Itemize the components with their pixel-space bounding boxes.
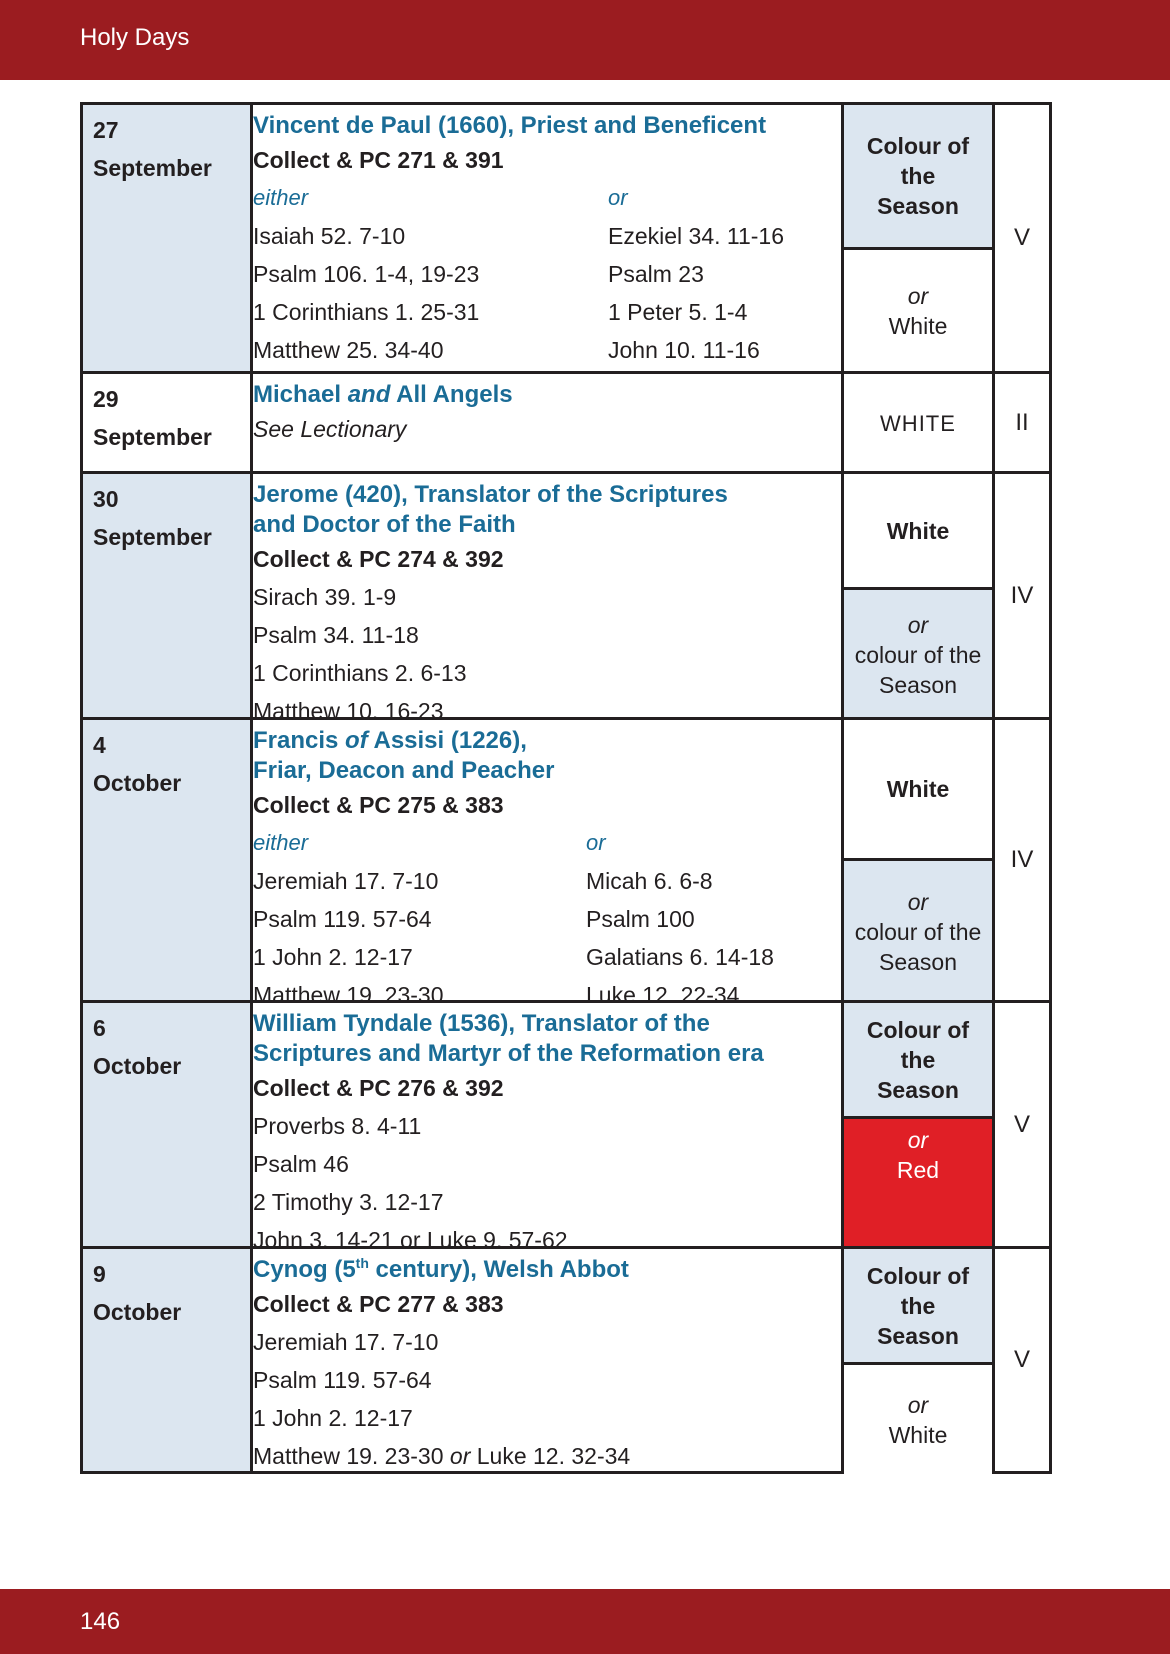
date-day: 6 [93, 1015, 106, 1041]
date-cell [83, 474, 253, 717]
entry-title: Cynog (5th century), Welsh Abbot [253, 1255, 629, 1283]
reading: Micah 6. 6-8 [586, 868, 713, 894]
reading: Proverbs 8. 4-11 [253, 1113, 422, 1139]
date-month: October [93, 1299, 182, 1325]
date-day: 30 [93, 486, 119, 512]
page-number: 146 [80, 1608, 121, 1635]
entry-details [243, 720, 841, 1008]
collect-line: Collect & PC 276 & 392 [253, 1075, 504, 1101]
table-row [83, 1000, 1049, 1253]
colour-alternative: or colour of the Season [844, 858, 992, 1003]
entry-title-cont: Scriptures and Martyr of the Reformation era [253, 1040, 764, 1067]
entry-details [243, 374, 841, 471]
reading: 1 Corinthians 2. 6-13 [253, 660, 467, 686]
liturgical-colour-cell [841, 474, 995, 717]
colour-primary: Colour of the Season [844, 105, 992, 247]
rank-cell: V [1013, 1346, 1030, 1373]
entry-title: William Tyndale (1536), Translator of the [253, 1010, 710, 1037]
reading: Jeremiah 17. 7-10 [253, 1329, 439, 1355]
entry-details [243, 474, 841, 724]
reading: John 3. 14-21 or Luke 9. 57-62 [253, 1227, 568, 1253]
liturgical-colour-cell [841, 374, 995, 471]
date-month: September [93, 524, 212, 550]
reading: Galatians 6. 14-18 [586, 944, 774, 970]
rank-cell: IV [1010, 846, 1034, 873]
reading: 1 Peter 5. 1-4 [608, 299, 748, 325]
lectionary-note: See Lectionary [253, 416, 407, 442]
date-month: September [93, 424, 212, 450]
entry-title: Vincent de Paul (1660), Priest and Beneficent [253, 112, 767, 139]
date-month: October [93, 770, 182, 796]
reading: 2 Timothy 3. 12-17 [253, 1189, 444, 1215]
collect-line: Collect & PC 277 & 383 [253, 1291, 504, 1317]
liturgical-colour-cell [841, 1003, 995, 1246]
either-label: either [253, 185, 309, 210]
reading: Matthew 19. 23-30 [253, 982, 444, 1008]
date-month: September [93, 155, 212, 181]
collect-line: Collect & PC 271 & 391 [253, 147, 504, 173]
entry-details [243, 1003, 841, 1253]
footer-bar [0, 1589, 1170, 1654]
date-day: 27 [93, 117, 119, 143]
header-bar [0, 0, 1170, 80]
or-label: or [608, 185, 628, 210]
either-label: either [253, 830, 309, 855]
reading: 1 Corinthians 1. 25-31 [253, 299, 480, 325]
reading: Psalm 23 [608, 261, 704, 287]
entry-details [243, 1249, 841, 1471]
reading: Psalm 100 [586, 906, 695, 932]
entry-title: Jerome (420), Translator of the Scriptures [253, 481, 728, 508]
colour-primary: WHITE [844, 374, 992, 474]
liturgical-colour-cell [841, 1249, 995, 1471]
rank-cell: V [1013, 1110, 1030, 1138]
date-day: 9 [93, 1261, 106, 1287]
rank-cell: V [1013, 224, 1030, 251]
reading: Psalm 119. 57-64 [253, 1367, 432, 1393]
entry-details [243, 105, 841, 371]
colour-primary: Colour of the Season [844, 1003, 992, 1116]
holy-days-table [80, 102, 1052, 1474]
reading: Jeremiah 17. 7-10 [253, 868, 439, 894]
liturgical-colour-cell [841, 105, 995, 371]
reading: Matthew 19. 23-30 or Luke 12. 32-34 [253, 1443, 631, 1469]
reading: Isaiah 52. 7-10 [253, 223, 406, 249]
reading: 1 John 2. 12-17 [253, 944, 413, 970]
date-cell [83, 1003, 253, 1246]
colour-primary: White [844, 720, 992, 858]
reading: Luke 12. 22-34 [586, 982, 740, 1008]
reading: Psalm 119. 57-64 [253, 906, 432, 932]
date-day: 4 [93, 732, 106, 758]
colour-primary: Colour of the Season [844, 1249, 992, 1362]
date-cell [83, 105, 253, 371]
table-row [83, 471, 1049, 724]
reading: Psalm 46 [253, 1151, 349, 1177]
running-header: Holy Days [80, 24, 190, 51]
table-row [83, 105, 1049, 371]
date-cell [83, 374, 253, 471]
entry-title-cont: and Doctor of the Faith [253, 511, 516, 538]
table-row [83, 1246, 1049, 1471]
colour-alternative: or White [844, 247, 992, 371]
date-cell [83, 720, 253, 1000]
rank-cell: II [1015, 408, 1029, 436]
reading: Matthew 25. 34-40 [253, 337, 444, 363]
colour-alternative: or colour of the Season [844, 587, 992, 720]
table-row [83, 717, 1049, 1008]
date-month: October [93, 1053, 182, 1079]
reading: Ezekiel 34. 11-16 [608, 223, 785, 249]
liturgical-colour-cell [841, 720, 995, 1000]
collect-line: Collect & PC 274 & 392 [253, 546, 504, 572]
reading: John 10. 11-16 [608, 337, 760, 363]
reading: Matthew 10. 16-23 [253, 698, 444, 724]
reading: Psalm 106. 1-4, 19-23 [253, 261, 480, 287]
collect-line: Collect & PC 275 & 383 [253, 792, 504, 818]
entry-title-cont: Friar, Deacon and Peacher [253, 757, 555, 784]
reading: 1 John 2. 12-17 [253, 1405, 413, 1431]
entry-title: Michael and All Angels [253, 381, 513, 408]
date-day: 29 [93, 386, 119, 412]
colour-alternative: or White [844, 1362, 992, 1474]
entry-title: Francis of Assisi (1226), [253, 727, 527, 754]
or-label: or [586, 830, 606, 855]
colour-alternative-red: or Red [844, 1116, 992, 1249]
colour-primary: White [844, 474, 992, 587]
date-cell [83, 1249, 253, 1471]
rank-cell: IV [1010, 581, 1034, 609]
table-row [83, 371, 1049, 471]
reading: Sirach 39. 1-9 [253, 584, 397, 610]
reading: Psalm 34. 11-18 [253, 622, 419, 648]
